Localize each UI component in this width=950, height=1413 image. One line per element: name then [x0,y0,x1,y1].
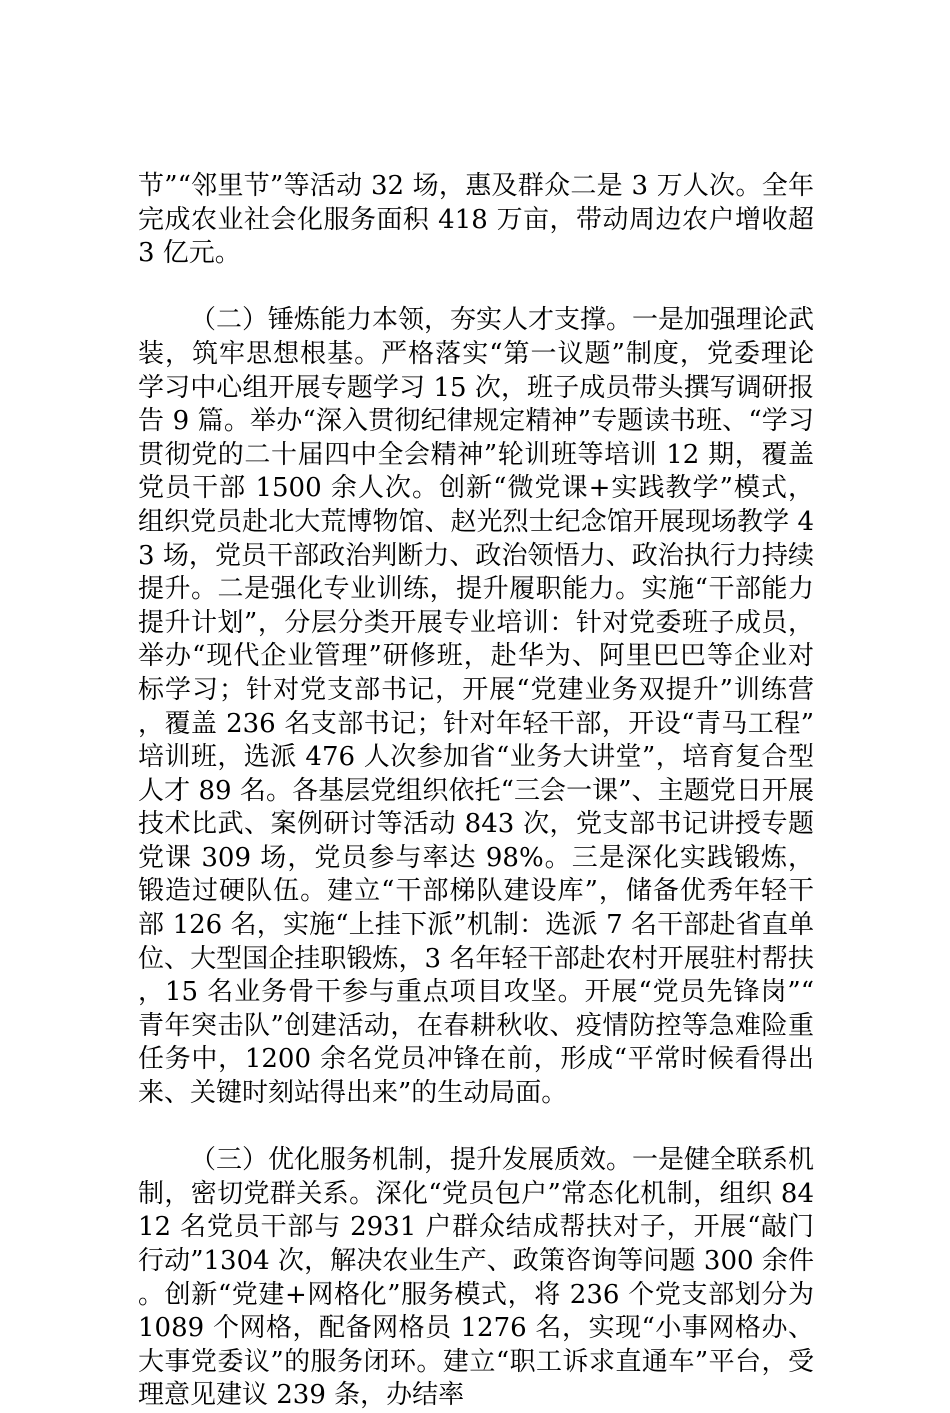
paragraph-section-two: （二）锤炼能力本领，夯实人才支撑。一是加强理论武装，筑牢思想根基。严格落实“第一议题”制度，党委理论学习中心组开展专题学习 15 次，班子成员带头撰写调研报告 9 篇。举办“深入贯彻纪律规定精神”专题读书班、“学习贯彻党的二十届四中全会精神”轮训班等培训 12 期，覆盖党员干部 1500 余人次。创新“微党课+实践教学”模式，组织党员赴北大荒博物馆、赵光烈士纪念馆开展现场教学 43 场，党员干部政治判断力、政治领悟力、政治执行力持续提升。二是强化专业训练，提升履职能力。实施“干部能力提升计划”，分层分类开展专业培训：针对党委班子成员，举办“现代企业管理”研修班，赴华为、阿里巴巴等企业对标学习；针对党支部书记，开展“党建业务双提升”训练营，覆盖 236 名支部书记；针对年轻干部，开设“青马工程”培训班，选派 476 人次参加省“业务大讲堂”，培育复合型人才 89 名。各基层党组织依托“三会一课”、主题党日开展技术比武、案例研讨等活动 843 次，党支部书记讲授专题党课 309 场，党员参与率达 98%。三是深化实践锻炼，锻造过硬队伍。建立“干部梯队建设库”，储备优秀年轻干部 126 名，实施“上挂下派”机制：选派 7 名干部赴省直单位、大型国企挂职锻炼，3 名年轻干部赴农村开展驻村帮扶，15 名业务骨干参与重点项目攻坚。开展“党员先锋岗”“青年突击队”创建活动，在春耕秋收、疫情防控等急难险重任务中，1200 余名党员冲锋在前，形成“平常时候看得出来、关键时刻站得出来”的生动局面。 [138,305,815,1109]
paragraph-spacer [138,1111,814,1145]
document-page [138,170,814,1413]
paragraph-spacer [138,271,814,305]
paragraph-section-three: （三）优化服务机制，提升发展质效。一是健全联系机制，密切党群关系。深化“党员包户”常态化机制，组织 8412 名党员干部与 2931 户群众结成帮扶对子，开展“敲门行动”1304 次，解决农业生产、政策咨询等问题 300 余件。创新“党建+网格化”服务模式，将 236 个党支部划分为 1089 个网格，配备网格员 1276 名，实现“小事网格办、大事党委议”的服务闭环。建立“职工诉求直通车”平台，受理意见建议 239 条，办结率 [138,1145,815,1411]
paragraph-continuation: 节”“邻里节”等活动 32 场，惠及群众二是 3 万人次。全年完成农业社会化服务面积 418 万亩，带动周边农户增收超 3 亿元。 [138,171,814,269]
